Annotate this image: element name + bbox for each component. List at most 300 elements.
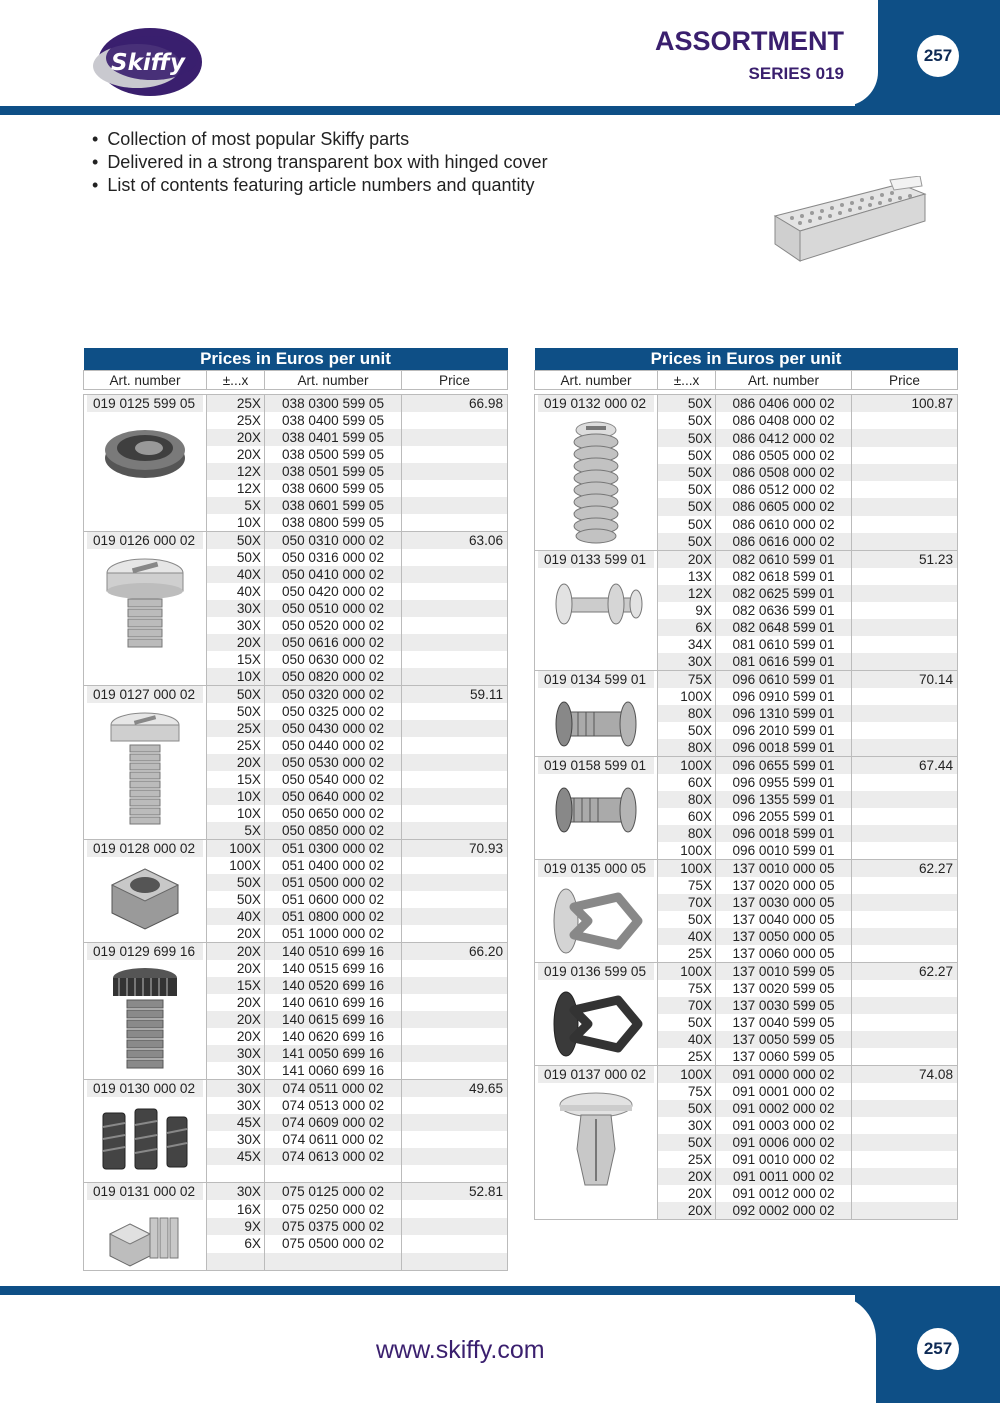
part-number-cell: 096 2010 599 01 bbox=[716, 722, 852, 739]
article-number: 019 0127 000 02 bbox=[87, 686, 203, 703]
price-cell bbox=[852, 533, 958, 551]
article-group bbox=[84, 943, 207, 1080]
part-number-cell: 038 0800 599 05 bbox=[265, 514, 402, 532]
quantity-cell: 80X bbox=[658, 739, 716, 757]
price-cell bbox=[852, 412, 958, 429]
part-number-cell: 038 0600 599 05 bbox=[265, 480, 402, 497]
article-number: 019 0125 599 05 bbox=[87, 395, 203, 412]
price-cell bbox=[852, 1031, 958, 1048]
quantity-cell bbox=[207, 1165, 265, 1183]
snap-rivet-black-icon bbox=[538, 986, 654, 1060]
quantity-cell: 25X bbox=[207, 395, 265, 413]
part-number-cell: 137 0060 599 05 bbox=[716, 1048, 852, 1066]
part-number-cell: 086 0512 000 02 bbox=[716, 481, 852, 498]
part-number-cell: 074 0611 000 02 bbox=[265, 1131, 402, 1148]
chicago-screw-icon bbox=[538, 694, 654, 754]
quantity-cell: 25X bbox=[207, 720, 265, 737]
price-cell bbox=[402, 994, 508, 1011]
price-cell bbox=[852, 619, 958, 636]
article-group bbox=[84, 395, 207, 532]
price-cell bbox=[402, 1114, 508, 1131]
price-cell bbox=[852, 722, 958, 739]
article-group bbox=[84, 1183, 207, 1271]
quantity-cell: 50X bbox=[658, 481, 716, 498]
price-cell bbox=[402, 514, 508, 532]
table-row bbox=[535, 963, 958, 981]
part-number-cell: 140 0620 699 16 bbox=[265, 1028, 402, 1045]
table-row bbox=[535, 395, 958, 413]
part-number-cell: 050 0325 000 02 bbox=[265, 703, 402, 720]
quantity-cell: 75X bbox=[658, 1083, 716, 1100]
price-cell bbox=[402, 463, 508, 480]
part-number-cell: 091 0006 000 02 bbox=[716, 1134, 852, 1151]
quantity-cell: 5X bbox=[207, 822, 265, 840]
price-cell bbox=[402, 1148, 508, 1165]
price-cell bbox=[402, 429, 508, 446]
quantity-cell: 20X bbox=[658, 1185, 716, 1202]
price-cell bbox=[852, 1185, 958, 1202]
price-cell bbox=[852, 825, 958, 842]
price-cell bbox=[852, 1014, 958, 1031]
price-cell bbox=[852, 705, 958, 722]
part-number-cell: 050 0540 000 02 bbox=[265, 771, 402, 788]
quantity-cell: 25X bbox=[207, 412, 265, 429]
price-cell: 51.23 bbox=[852, 551, 958, 569]
quantity-cell: 40X bbox=[207, 566, 265, 583]
price-cell: 59.11 bbox=[402, 686, 508, 704]
feature-item: • List of contents featuring article numbers and quantity bbox=[92, 174, 548, 197]
price-cell bbox=[402, 788, 508, 805]
quantity-cell: 40X bbox=[658, 928, 716, 945]
quantity-cell: 20X bbox=[207, 960, 265, 977]
part-number-cell: 050 0640 000 02 bbox=[265, 788, 402, 805]
article-group bbox=[535, 671, 658, 757]
quantity-cell: 50X bbox=[658, 1014, 716, 1031]
quantity-cell: 20X bbox=[207, 994, 265, 1011]
page-number-badge: 257 bbox=[917, 35, 959, 77]
quantity-cell: 16X bbox=[207, 1200, 265, 1217]
quantity-cell: 25X bbox=[658, 1151, 716, 1168]
article-number: 019 0133 599 01 bbox=[538, 551, 654, 568]
price-cell: 66.20 bbox=[402, 943, 508, 961]
price-cell bbox=[852, 1048, 958, 1066]
quantity-cell: 45X bbox=[207, 1148, 265, 1165]
part-number-cell: 038 0300 599 05 bbox=[265, 395, 402, 413]
part-number-cell: 096 0018 599 01 bbox=[716, 825, 852, 842]
quantity-cell: 12X bbox=[207, 463, 265, 480]
quantity-cell: 15X bbox=[207, 977, 265, 994]
price-cell bbox=[402, 446, 508, 463]
quantity-cell: 60X bbox=[658, 774, 716, 791]
article-number: 019 0137 000 02 bbox=[538, 1066, 654, 1083]
price-cell bbox=[852, 1100, 958, 1117]
col-part-number: Art. number bbox=[265, 371, 402, 390]
part-number-cell: 086 0508 000 02 bbox=[716, 464, 852, 481]
quantity-cell: 30X bbox=[658, 1117, 716, 1134]
feature-item: • Delivered in a strong transparent box with hinged cover bbox=[92, 151, 548, 174]
price-cell bbox=[852, 516, 958, 533]
part-number-cell: 092 0002 000 02 bbox=[716, 1202, 852, 1220]
part-number-cell: 051 1000 000 02 bbox=[265, 925, 402, 943]
part-number-cell: 050 0316 000 02 bbox=[265, 549, 402, 566]
price-cell bbox=[402, 412, 508, 429]
part-number-cell: 050 0530 000 02 bbox=[265, 754, 402, 771]
quantity-cell: 30X bbox=[207, 1080, 265, 1098]
part-number-cell: 137 0010 599 05 bbox=[716, 963, 852, 981]
quantity-cell: 50X bbox=[658, 498, 716, 515]
part-number-cell: 051 0800 000 02 bbox=[265, 908, 402, 925]
part-number-cell: 038 0400 599 05 bbox=[265, 412, 402, 429]
table-row bbox=[84, 395, 508, 413]
quantity-cell: 50X bbox=[207, 532, 265, 550]
quantity-cell: 25X bbox=[207, 737, 265, 754]
price-cell: 66.98 bbox=[402, 395, 508, 413]
part-number-cell: 051 0500 000 02 bbox=[265, 874, 402, 891]
quantity-cell: 50X bbox=[658, 429, 716, 446]
price-cell: 100.87 bbox=[852, 395, 958, 413]
quantity-cell: 12X bbox=[658, 585, 716, 602]
part-number-cell: 137 0010 000 05 bbox=[716, 860, 852, 878]
feature-list bbox=[92, 128, 548, 197]
part-number-cell: 075 0500 000 02 bbox=[265, 1235, 402, 1252]
quantity-cell: 10X bbox=[207, 805, 265, 822]
part-number-cell: 137 0050 000 05 bbox=[716, 928, 852, 945]
article-number: 019 0134 599 01 bbox=[538, 671, 654, 688]
part-number-cell: 081 0610 599 01 bbox=[716, 636, 852, 653]
table-caption: Prices in Euros per unit bbox=[84, 348, 508, 371]
part-number-cell: 096 1355 599 01 bbox=[716, 791, 852, 808]
part-number-cell: 086 0605 000 02 bbox=[716, 498, 852, 515]
price-cell bbox=[852, 808, 958, 825]
price-cell: 63.06 bbox=[402, 532, 508, 550]
price-cell bbox=[852, 498, 958, 515]
slotted-screw-short-icon bbox=[87, 555, 203, 659]
price-cell bbox=[402, 497, 508, 514]
part-number-cell: 091 0002 000 02 bbox=[716, 1100, 852, 1117]
snap-rivet-icon bbox=[538, 883, 654, 957]
price-cell bbox=[402, 977, 508, 994]
part-number-cell: 096 0910 599 01 bbox=[716, 688, 852, 705]
price-cell bbox=[402, 480, 508, 497]
part-number-cell: 096 1310 599 01 bbox=[716, 705, 852, 722]
part-number-cell: 091 0000 000 02 bbox=[716, 1066, 852, 1084]
price-cell bbox=[402, 1218, 508, 1235]
price-cell bbox=[852, 945, 958, 963]
part-number-cell: 140 0520 699 16 bbox=[265, 977, 402, 994]
price-cell bbox=[402, 874, 508, 891]
grub-screw-icon bbox=[538, 418, 654, 550]
price-cell bbox=[852, 447, 958, 464]
article-group bbox=[535, 1066, 658, 1220]
quantity-cell: 30X bbox=[207, 1097, 265, 1114]
table-row bbox=[84, 943, 508, 961]
part-number-cell: 081 0616 599 01 bbox=[716, 653, 852, 671]
price-cell bbox=[852, 842, 958, 860]
part-number-cell: 096 0655 599 01 bbox=[716, 757, 852, 775]
quantity-cell: 70X bbox=[658, 894, 716, 911]
part-number-cell: 050 0420 000 02 bbox=[265, 583, 402, 600]
price-cell bbox=[852, 653, 958, 671]
assortment-box-image bbox=[770, 176, 930, 271]
part-number-cell: 050 0520 000 02 bbox=[265, 617, 402, 634]
part-number-cell: 075 0250 000 02 bbox=[265, 1200, 402, 1217]
price-cell bbox=[402, 1062, 508, 1080]
part-number-cell: 096 2055 599 01 bbox=[716, 808, 852, 825]
quantity-cell: 50X bbox=[207, 703, 265, 720]
quantity-cell: 30X bbox=[658, 653, 716, 671]
quantity-cell: 30X bbox=[207, 1062, 265, 1080]
part-number-cell: 096 0018 599 01 bbox=[716, 739, 852, 757]
part-number-cell: 086 0505 000 02 bbox=[716, 447, 852, 464]
price-cell bbox=[852, 894, 958, 911]
hex-plug-icon bbox=[87, 1206, 203, 1270]
quantity-cell: 13X bbox=[658, 568, 716, 585]
price-cell bbox=[402, 703, 508, 720]
quantity-cell: 9X bbox=[658, 602, 716, 619]
quantity-cell: 20X bbox=[207, 943, 265, 961]
quantity-cell: 100X bbox=[207, 857, 265, 874]
price-cell bbox=[852, 911, 958, 928]
part-number-cell: 137 0040 000 05 bbox=[716, 911, 852, 928]
part-number-cell: 137 0020 000 05 bbox=[716, 877, 852, 894]
part-number-cell: 091 0001 000 02 bbox=[716, 1083, 852, 1100]
page-subtitle: SERIES 019 bbox=[748, 64, 844, 83]
part-number-cell: 051 0300 000 02 bbox=[265, 840, 402, 858]
feature-item: • Collection of most popular Skiffy parts bbox=[92, 128, 548, 151]
quantity-cell: 75X bbox=[658, 671, 716, 689]
quantity-cell: 6X bbox=[207, 1235, 265, 1252]
skiffy-logo bbox=[92, 22, 204, 98]
slotted-screw-long-icon bbox=[87, 709, 203, 833]
part-number-cell: 096 0010 599 01 bbox=[716, 842, 852, 860]
table-row bbox=[535, 860, 958, 878]
price-cell bbox=[402, 1200, 508, 1217]
price-cell bbox=[402, 549, 508, 566]
price-cell bbox=[852, 739, 958, 757]
part-number-cell: 050 0430 000 02 bbox=[265, 720, 402, 737]
part-number-cell: 050 0440 000 02 bbox=[265, 737, 402, 754]
col-price: Price bbox=[402, 371, 508, 390]
part-number-cell: 091 0010 000 02 bbox=[716, 1151, 852, 1168]
quantity-cell: 10X bbox=[207, 668, 265, 686]
quantity-cell: 20X bbox=[207, 634, 265, 651]
article-number: 019 0128 000 02 bbox=[87, 840, 203, 857]
article-number: 019 0135 000 05 bbox=[538, 860, 654, 877]
part-number-cell: 074 0613 000 02 bbox=[265, 1148, 402, 1165]
part-number-cell: 075 0375 000 02 bbox=[265, 1218, 402, 1235]
price-cell: 62.27 bbox=[852, 963, 958, 981]
article-group bbox=[84, 532, 207, 686]
quantity-cell: 50X bbox=[658, 533, 716, 551]
part-number-cell: 050 0510 000 02 bbox=[265, 600, 402, 617]
quantity-cell: 34X bbox=[658, 636, 716, 653]
quantity-cell: 80X bbox=[658, 705, 716, 722]
price-cell bbox=[402, 583, 508, 600]
article-group bbox=[84, 1080, 207, 1183]
part-number-cell: 074 0511 000 02 bbox=[265, 1080, 402, 1098]
quantity-cell: 5X bbox=[207, 497, 265, 514]
part-number-cell: 141 0060 699 16 bbox=[265, 1062, 402, 1080]
price-cell: 62.27 bbox=[852, 860, 958, 878]
price-cell: 74.08 bbox=[852, 1066, 958, 1084]
article-group bbox=[535, 963, 658, 1066]
article-number: 019 0129 699 16 bbox=[87, 943, 203, 960]
price-cell bbox=[402, 634, 508, 651]
article-group bbox=[535, 551, 658, 671]
col-quantity: ±...x bbox=[207, 371, 265, 390]
part-number-cell: 038 0401 599 05 bbox=[265, 429, 402, 446]
part-number-cell bbox=[265, 1165, 402, 1183]
price-cell bbox=[402, 1097, 508, 1114]
price-cell bbox=[852, 928, 958, 945]
price-cell bbox=[852, 997, 958, 1014]
part-number-cell: 082 0648 599 01 bbox=[716, 619, 852, 636]
part-number-cell: 038 0601 599 05 bbox=[265, 497, 402, 514]
part-number-cell: 050 0410 000 02 bbox=[265, 566, 402, 583]
quantity-cell: 12X bbox=[207, 480, 265, 497]
price-cell bbox=[852, 429, 958, 446]
article-number: 019 0131 000 02 bbox=[87, 1183, 203, 1200]
quantity-cell: 50X bbox=[207, 686, 265, 704]
quantity-cell: 50X bbox=[658, 1100, 716, 1117]
part-number-cell: 074 0609 000 02 bbox=[265, 1114, 402, 1131]
part-number-cell: 038 0501 599 05 bbox=[265, 463, 402, 480]
quantity-cell: 20X bbox=[658, 551, 716, 569]
binding-post-icon bbox=[538, 574, 654, 634]
article-number: 019 0132 000 02 bbox=[538, 395, 654, 412]
article-group bbox=[535, 757, 658, 860]
quantity-cell bbox=[207, 1253, 265, 1271]
quantity-cell: 100X bbox=[658, 963, 716, 981]
part-number-cell: 091 0011 000 02 bbox=[716, 1168, 852, 1185]
price-cell bbox=[852, 791, 958, 808]
quantity-cell: 15X bbox=[207, 771, 265, 788]
table-row bbox=[535, 671, 958, 689]
part-number-cell: 074 0513 000 02 bbox=[265, 1097, 402, 1114]
part-number-cell: 091 0012 000 02 bbox=[716, 1185, 852, 1202]
col-art-number: Art. number bbox=[84, 371, 207, 390]
hex-nut-icon bbox=[87, 863, 203, 935]
article-group bbox=[84, 686, 207, 840]
price-cell bbox=[402, 908, 508, 925]
price-cell: 70.93 bbox=[402, 840, 508, 858]
quantity-cell: 100X bbox=[658, 757, 716, 775]
article-number: 019 0126 000 02 bbox=[87, 532, 203, 549]
part-number-cell: 086 0406 000 02 bbox=[716, 395, 852, 413]
part-number-cell: 091 0003 000 02 bbox=[716, 1117, 852, 1134]
part-number-cell: 086 0412 000 02 bbox=[716, 429, 852, 446]
price-cell bbox=[402, 925, 508, 943]
price-cell bbox=[402, 668, 508, 686]
part-number-cell: 082 0636 599 01 bbox=[716, 602, 852, 619]
quantity-cell: 9X bbox=[207, 1218, 265, 1235]
part-number-cell: 140 0610 699 16 bbox=[265, 994, 402, 1011]
part-number-cell: 050 0616 000 02 bbox=[265, 634, 402, 651]
table-caption: Prices in Euros per unit bbox=[535, 348, 958, 371]
logo-wordmark: Skiffy bbox=[111, 50, 185, 76]
quantity-cell: 80X bbox=[658, 825, 716, 842]
knurled-screw-icon bbox=[87, 966, 203, 1078]
price-cell bbox=[852, 585, 958, 602]
part-number-cell: 137 0040 599 05 bbox=[716, 1014, 852, 1031]
part-number-cell: 137 0050 599 05 bbox=[716, 1031, 852, 1048]
price-cell bbox=[402, 891, 508, 908]
part-number-cell: 086 0408 000 02 bbox=[716, 412, 852, 429]
table-row bbox=[535, 551, 958, 569]
price-cell bbox=[402, 822, 508, 840]
price-cell bbox=[852, 877, 958, 894]
quantity-cell: 30X bbox=[207, 600, 265, 617]
website-link[interactable]: www.skiffy.com bbox=[376, 1336, 545, 1364]
price-cell bbox=[852, 568, 958, 585]
price-cell bbox=[852, 1168, 958, 1185]
quantity-cell: 50X bbox=[658, 911, 716, 928]
price-cell bbox=[402, 1045, 508, 1062]
part-number-cell: 050 0820 000 02 bbox=[265, 668, 402, 686]
price-cell bbox=[402, 857, 508, 874]
quantity-cell: 40X bbox=[207, 583, 265, 600]
article-group bbox=[535, 395, 658, 551]
quantity-cell: 80X bbox=[658, 791, 716, 808]
table-row bbox=[84, 1183, 508, 1201]
table-row bbox=[535, 1066, 958, 1084]
price-table-left bbox=[83, 348, 508, 1271]
price-cell bbox=[852, 1202, 958, 1220]
quantity-cell: 20X bbox=[658, 1202, 716, 1220]
part-number-cell: 096 0610 599 01 bbox=[716, 671, 852, 689]
quantity-cell: 25X bbox=[658, 1048, 716, 1066]
quantity-cell: 50X bbox=[658, 447, 716, 464]
quantity-cell: 25X bbox=[658, 945, 716, 963]
part-number-cell: 137 0060 000 05 bbox=[716, 945, 852, 963]
price-cell bbox=[402, 737, 508, 754]
quantity-cell: 30X bbox=[207, 1131, 265, 1148]
quantity-cell: 100X bbox=[658, 860, 716, 878]
quantity-cell: 60X bbox=[658, 808, 716, 825]
part-number-cell: 137 0030 000 05 bbox=[716, 894, 852, 911]
quantity-cell: 75X bbox=[658, 877, 716, 894]
col-quantity: ±...x bbox=[658, 371, 716, 390]
quantity-cell: 20X bbox=[207, 1028, 265, 1045]
part-number-cell: 050 0320 000 02 bbox=[265, 686, 402, 704]
price-cell: 49.65 bbox=[402, 1080, 508, 1098]
quantity-cell: 40X bbox=[207, 908, 265, 925]
table-row bbox=[84, 532, 508, 550]
price-cell bbox=[852, 636, 958, 653]
price-cell bbox=[852, 688, 958, 705]
quantity-cell: 20X bbox=[207, 754, 265, 771]
quantity-cell: 20X bbox=[658, 1168, 716, 1185]
threaded-insert-icon bbox=[87, 1103, 203, 1175]
quantity-cell: 15X bbox=[207, 651, 265, 668]
chicago-screw-long-icon bbox=[538, 780, 654, 840]
table-row bbox=[84, 1080, 508, 1098]
quantity-cell: 50X bbox=[658, 464, 716, 481]
part-number-cell: 137 0020 599 05 bbox=[716, 980, 852, 997]
col-price: Price bbox=[852, 371, 958, 390]
part-number-cell: 075 0125 000 02 bbox=[265, 1183, 402, 1201]
part-number-cell: 051 0600 000 02 bbox=[265, 891, 402, 908]
price-cell bbox=[852, 774, 958, 791]
quantity-cell: 20X bbox=[207, 925, 265, 943]
price-cell bbox=[402, 1011, 508, 1028]
price-cell bbox=[402, 617, 508, 634]
quantity-cell: 6X bbox=[658, 619, 716, 636]
part-number-cell: 082 0610 599 01 bbox=[716, 551, 852, 569]
price-cell: 70.14 bbox=[852, 671, 958, 689]
price-cell bbox=[402, 1253, 508, 1271]
quantity-cell: 30X bbox=[207, 1183, 265, 1201]
